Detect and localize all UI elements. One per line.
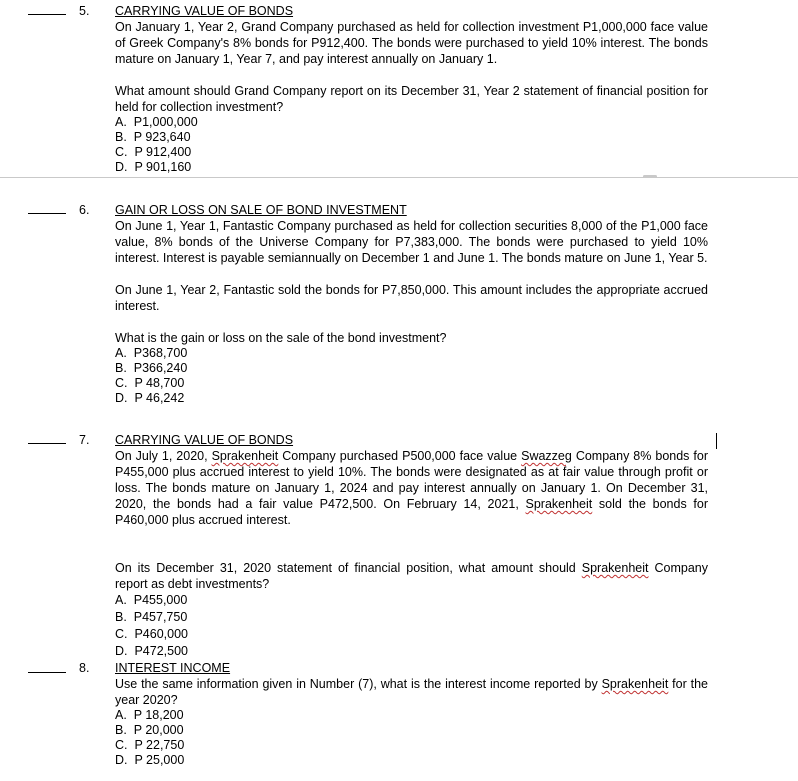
question-number: 7. <box>79 433 90 447</box>
option-b[interactable]: B. P457,750 <box>115 610 188 624</box>
answer-blank-8[interactable] <box>28 672 66 673</box>
option-a[interactable]: A. P 18,200 <box>115 708 184 722</box>
spellcheck-word: Sprakenheit <box>211 449 279 463</box>
option-b[interactable]: B. P366,240 <box>115 361 188 375</box>
answer-blank-7[interactable] <box>28 443 66 444</box>
question-paragraph: On January 1, Year 2, Grand Company purchased as held for collection investment P1,000,000 face value of Greek Company's 8% bonds for P912,400. The bonds were purchased to yield 10% interest. The bonds mature on January 1, Year 7, and pay interest annually on January 1. <box>115 20 708 66</box>
answer-blank-6[interactable] <box>28 213 66 214</box>
question-title: GAIN OR LOSS ON SALE OF BOND INVESTMENT <box>115 203 407 217</box>
answer-blank-5[interactable] <box>28 14 66 15</box>
question-prompt: What is the gain or loss on the sale of the bond investment? <box>115 331 447 345</box>
question-body <box>115 202 708 406</box>
spellcheck-word: Sprakenheit <box>525 497 593 511</box>
text-cursor <box>716 433 717 449</box>
option-a[interactable]: A. P1,000,000 <box>115 115 198 129</box>
option-c[interactable]: C. P 22,750 <box>115 738 185 752</box>
question-title: CARRYING VALUE OF BONDS <box>115 433 294 447</box>
option-d[interactable]: D. P 46,242 <box>115 391 185 405</box>
option-c[interactable]: C. P 48,700 <box>115 376 185 390</box>
option-a[interactable]: A. P368,700 <box>115 346 188 360</box>
option-d[interactable]: D. P472,500 <box>115 644 188 658</box>
question-title: CARRYING VALUE OF BONDS <box>115 4 294 18</box>
question-prompt: On its December 31, 2020 statement of financial position, what amount should Sprakenheit Company report as debt investments? <box>115 561 708 591</box>
option-d[interactable]: D. P 25,000 <box>115 753 185 767</box>
question-body <box>115 3 708 175</box>
question-paragraph-2: On June 1, Year 2, Fantastic sold the bonds for P7,850,000. This amount includes the appropriate accrued interest. <box>115 283 708 313</box>
option-b[interactable]: B. P 20,000 <box>115 723 184 737</box>
question-body <box>115 432 708 660</box>
option-c[interactable]: C. P 912,400 <box>115 145 192 159</box>
question-prompt: Use the same information given in Number (7), what is the interest income reported by Sprakenheit for the year 2020? <box>115 677 708 707</box>
question-paragraph: On July 1, 2020, Sprakenheit Company purchased P500,000 face value Swazzeg Company 8% bonds for P455,000 plus accrued interest to yield 10%. The bonds were designated as at fair value through profit or loss. The bonds mature on January 1, 2024 and pay interest annually on January 1. On December 31, 2020, the bonds had a fair value P472,500. On February 14, 2021, Sprakenheit sold the bonds for P460,000 plus accrued interest. <box>115 449 708 527</box>
question-number: 6. <box>79 203 90 217</box>
question-number: 5. <box>79 4 90 18</box>
spellcheck-word: Sprakenheit <box>601 677 669 691</box>
question-title: INTEREST INCOME <box>115 661 231 675</box>
question-prompt: What amount should Grand Company report on its December 31, Year 2 statement of financial position for held for collection investment? <box>115 84 708 114</box>
spellcheck-word: Sprakenheit <box>581 561 649 575</box>
question-number: 8. <box>79 661 90 675</box>
option-c[interactable]: C. P460,000 <box>115 627 188 641</box>
question-paragraph: On June 1, Year 1, Fantastic Company purchased as held for collection securities 8,000 of the P1,000 face value, 8% bonds of the Universe Company for P7,383,000. The bonds were purchased to yield 10% interest. Interest is payable semiannually on December 1 and June 1. The bonds mature on June 1, Year 5. <box>115 219 708 265</box>
page-divider <box>0 177 798 178</box>
question-body <box>115 660 708 768</box>
option-d[interactable]: D. P 901,160 <box>115 160 192 174</box>
spellcheck-word: Swazzeg <box>521 449 572 463</box>
option-a[interactable]: A. P455,000 <box>115 593 188 607</box>
page-divider-handle <box>643 175 657 178</box>
option-b[interactable]: B. P 923,640 <box>115 130 191 144</box>
